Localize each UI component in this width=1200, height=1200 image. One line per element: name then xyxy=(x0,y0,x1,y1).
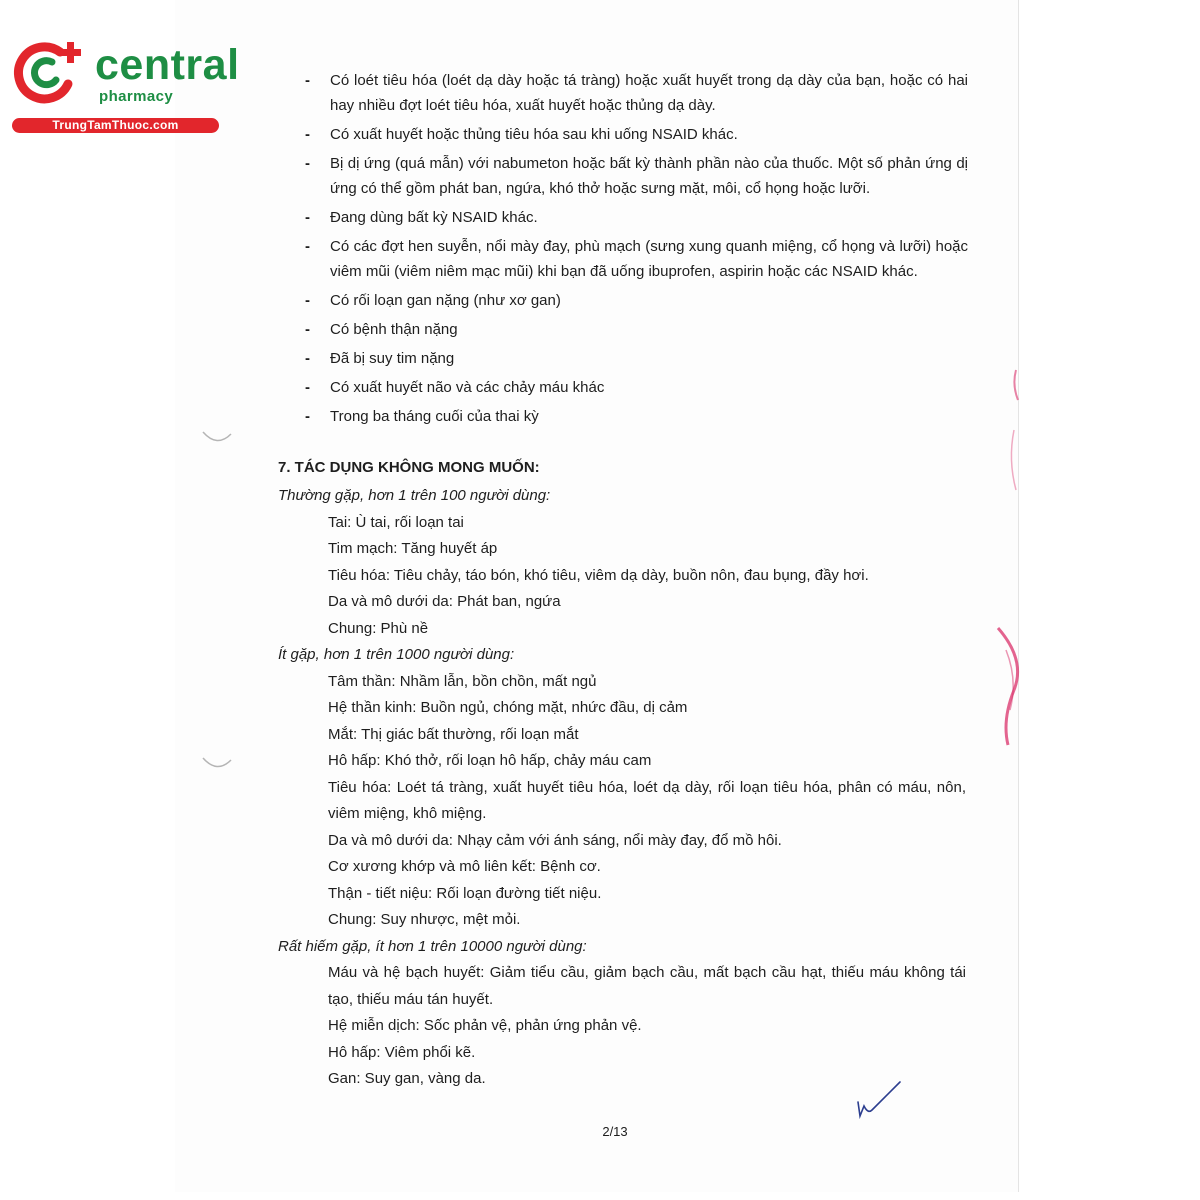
punch-hole-mark xyxy=(200,754,234,772)
list-item: - Đã bị suy tim nặng xyxy=(303,346,968,371)
effect-item: Tai: Ù tai, rối loạn tai xyxy=(328,513,464,531)
effect-item: Tâm thần: Nhầm lẫn, bồn chồn, mất ngủ xyxy=(328,672,597,690)
frequency-group-uncommon xyxy=(278,642,966,934)
side-effects-section xyxy=(278,483,966,1093)
effect-item: Hô hấp: Viêm phổi kẽ. xyxy=(328,1043,476,1061)
frequency-label: Rất hiếm gặp, ít hơn 1 trên 10000 người dùng: xyxy=(278,937,587,955)
signature-mark xyxy=(850,1076,910,1126)
effect-item: Thận - tiết niệu: Rối loạn đường tiết niệu. xyxy=(328,884,602,902)
effect-item: Hệ thần kinh: Buồn ngủ, chóng mặt, nhức đầu, dị cảm xyxy=(328,699,688,716)
logo-tagline: pharmacy xyxy=(99,88,174,105)
list-item: - Có xuất huyết não và các chảy máu khác xyxy=(303,375,968,400)
effect-item: Mắt: Thị giác bất thường, rối loạn mắt xyxy=(328,725,579,743)
effect-item: Máu và hệ bạch huyết: Giảm tiểu cầu, giảm bạch cầu, mất bạch cầu hạt, thiếu máu không tái tạo, thiếu máu tán huyết. xyxy=(328,964,966,1008)
contraindication-list xyxy=(303,68,968,433)
list-item: - Có rối loạn gan nặng (như xơ gan) xyxy=(303,288,968,313)
logo-site-banner: TrungTamThuoc.com xyxy=(12,118,219,133)
effect-item: Tim mạch: Tăng huyết áp xyxy=(328,540,498,557)
effect-item: Da và mô dưới da: Phát ban, ngứa xyxy=(328,593,561,610)
page-number: 2/13 xyxy=(602,1124,628,1139)
section-title: 7. TÁC DỤNG KHÔNG MONG MUỐN: xyxy=(278,459,540,476)
effect-item: Hệ miễn dịch: Sốc phản vệ, phản ứng phản vệ. xyxy=(328,1017,642,1034)
effect-item: Chung: Suy nhược, mệt mỏi. xyxy=(328,911,521,928)
effect-item: Cơ xương khớp và mô liên kết: Bệnh cơ. xyxy=(328,858,601,875)
effect-item: Da và mô dưới da: Nhạy cảm với ánh sáng, nổi mày đay, đổ mồ hôi. xyxy=(328,831,782,849)
effect-item: Hô hấp: Khó thở, rối loạn hô hấp, chảy máu cam xyxy=(328,752,652,769)
central-pharmacy-logo xyxy=(10,36,240,136)
frequency-group-common xyxy=(278,483,966,642)
frequency-label: Ít gặp, hơn 1 trên 1000 người dùng: xyxy=(278,646,515,663)
list-item: - Trong ba tháng cuối của thai kỳ xyxy=(303,404,968,429)
stamp-fragment-icon xyxy=(992,360,1032,780)
frequency-label: Thường gặp, hơn 1 trên 100 người dùng: xyxy=(278,487,551,504)
logo-brand-text: central xyxy=(95,41,240,89)
effect-item: Chung: Phù nề xyxy=(328,619,429,637)
list-item: - Có các đợt hen suyễn, nổi mày đay, phù mạch (sưng xung quanh miệng, cổ họng và lưỡi) hoặc viêm mũi (viêm niêm mạc mũi) khi bạn đã uống ibuprofen, aspirin hoặc các NSAID khác. xyxy=(303,234,968,284)
frequency-group-very-rare xyxy=(278,934,966,1093)
punch-hole-mark xyxy=(200,428,234,446)
list-item: - Đang dùng bất kỳ NSAID khác. xyxy=(303,205,968,230)
pharmacy-cross-logo-icon xyxy=(10,36,90,106)
list-item: - Có loét tiêu hóa (loét dạ dày hoặc tá tràng) hoặc xuất huyết trong dạ dày của bạn, hoặc có hai hay nhiều đợt loét tiêu hóa, xuất huyết hoặc thủng dạ dày. xyxy=(303,68,968,118)
list-item: - Có bệnh thận nặng xyxy=(303,317,968,342)
list-item: - Bị dị ứng (quá mẫn) với nabumeton hoặc bất kỳ thành phần nào của thuốc. Một số phản ứng dị ứng có thể gồm phát ban, ngứa, khó thở hoặc sưng mặt, môi, cổ họng hoặc lưỡi. xyxy=(303,151,968,201)
effect-item: Tiêu hóa: Tiêu chảy, táo bón, khó tiêu, viêm dạ dày, buồn nôn, đau bụng, đầy hơi. xyxy=(328,566,869,584)
effect-item: Gan: Suy gan, vàng da. xyxy=(328,1070,486,1087)
list-item: - Có xuất huyết hoặc thủng tiêu hóa sau khi uống NSAID khác. xyxy=(303,122,968,147)
effect-item: Tiêu hóa: Loét tá tràng, xuất huyết tiêu hóa, loét dạ dày, rối loạn tiêu hóa, phân có máu, nôn, viêm miệng, khô miệng. xyxy=(328,778,966,822)
